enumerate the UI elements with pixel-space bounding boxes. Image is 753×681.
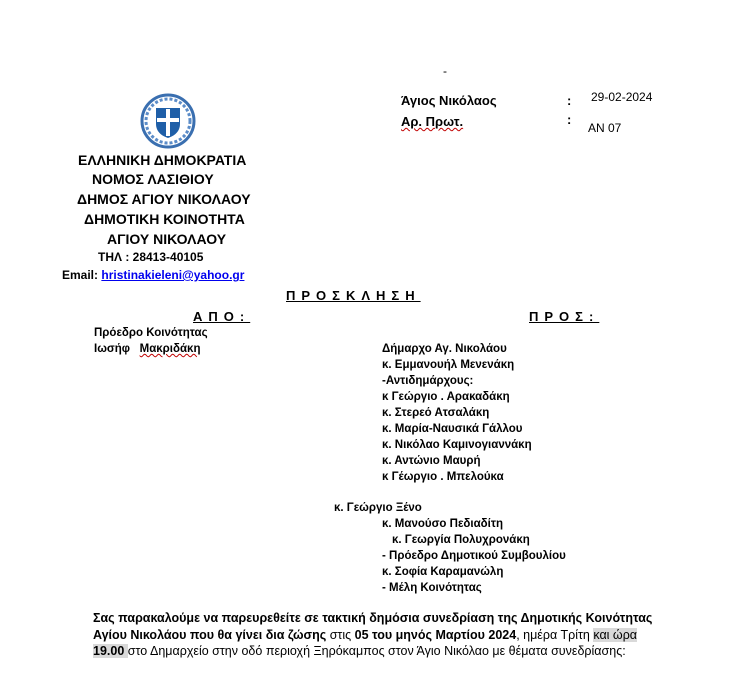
protocol-colon: : <box>567 112 572 127</box>
recipient-1: κ. Εμμανουήλ Μενενάκη <box>382 359 515 371</box>
header-line-4: ΔΗΜΟΤΙΚΗ ΚΟΙΝΟΤΗΤΑ <box>84 211 245 227</box>
email-link[interactable]: hristinakieleni@yahoo.gr <box>101 268 245 282</box>
para-part-7: στο Δημαρχείο στην οδό περιοχή Ξηρόκαμπος στον Άγιο Νικόλαο με θέματα συνεδρίασης: <box>127 644 626 658</box>
recipient-3: κ Γεώργιο . Αρακαδάκη <box>382 391 510 403</box>
phone: ΤΗΛ : 28413-40105 <box>98 250 204 264</box>
meeting-time: 19.00 <box>93 644 128 658</box>
recipient-8: κ Γέωργιο . Μπελούκα <box>382 471 504 483</box>
from-name: Ιωσήφ Μακριδάκη <box>94 343 201 355</box>
recipient-10: κ. Μανούσο Πεδιαδίτη <box>382 518 503 530</box>
protocol-label: Αρ. Πρωτ. <box>401 114 464 129</box>
recipient-5: κ. Μαρία-Ναυσικά Γάλλου <box>382 423 523 435</box>
para-part-5: και ώρα <box>593 627 638 642</box>
document-title: ΠΡΟΣΚΛΗΣΗ <box>286 288 421 303</box>
recipient-13: κ. Σοφία Καραμανώλη <box>382 566 504 578</box>
greek-coat-of-arms-icon <box>139 92 197 150</box>
recipient-11: κ. Γεωργία Πολυχρονάκη <box>392 534 530 546</box>
to-label: ΠΡΟΣ: <box>529 309 600 324</box>
recipient-6: κ. Νικόλαο Καμινογιαννάκη <box>382 439 532 451</box>
recipient-9: κ. Γεώργιο Ξένο <box>334 502 422 514</box>
recipient-7: κ. Αντώνιο Μαυρή <box>382 455 481 467</box>
top-mark: - <box>443 64 447 78</box>
recipient-14: - Μέλη Κοινότητας <box>382 582 482 594</box>
recipient-12: - Πρόεδρο Δημοτικού Συμβουλίου <box>382 550 566 562</box>
para-part-1: Σας παρακαλούμε να παρευρεθείτε σε τακτική δημόσια συνεδρίαση της Δημοτικής Κοινότητας Αγίου Νικολάου που θα γίνει δια ζώσης <box>93 611 653 642</box>
email-row <box>62 268 244 282</box>
header-line-2: ΝΟΜΟΣ ΛΑΣΙΘΙΟΥ <box>92 171 214 187</box>
recipient-0: Δήμαρχο Αγ. Νικολάου <box>382 343 507 355</box>
place-label: Άγιος Νικόλαος <box>401 93 497 108</box>
email-label: Email: <box>62 268 99 282</box>
para-part-2: στις <box>326 627 352 642</box>
header-line-1: ΕΛΛΗΝΙΚΗ ΔΗΜΟΚΡΑΤΙΑ <box>78 152 247 168</box>
from-label: ΑΠΟ: <box>193 309 251 324</box>
header-line-3: ΔΗΜΟΣ ΑΓΙΟΥ ΝΙΚΟΛΑΟΥ <box>77 191 251 207</box>
meeting-date: 05 του μηνός Μαρτίου 2024 <box>351 627 517 642</box>
place-colon: : <box>567 93 572 108</box>
para-part-4: , ημέρα Τρίτη <box>516 627 594 642</box>
from-title: Πρόεδρο Κοινότητας <box>94 327 208 339</box>
recipient-4: κ. Στερεό Ατσαλάκη <box>382 407 490 419</box>
document-date: 29-02-2024 <box>591 90 653 104</box>
invitation-paragraph <box>93 610 668 660</box>
protocol-number: ΑΝ 07 <box>588 121 622 135</box>
recipient-2: -Αντιδημάρχους: <box>382 375 474 387</box>
header-line-5: ΑΓΙΟΥ ΝΙΚΟΛΑΟΥ <box>107 231 227 247</box>
